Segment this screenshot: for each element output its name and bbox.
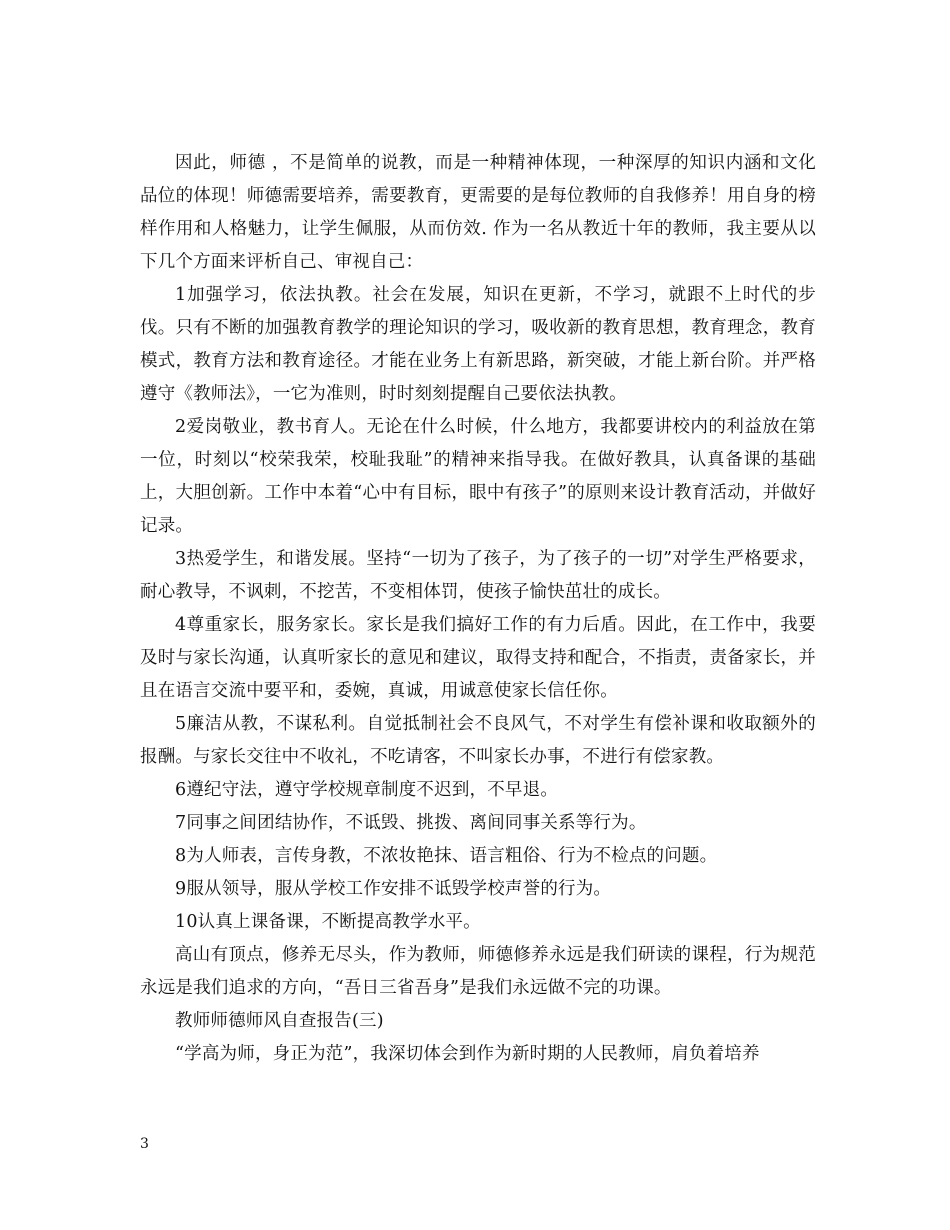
paragraph-section-start: “学高为师，身正为范”，我深切体会到作为新时期的人民教师，肩负着培养 xyxy=(175,1044,760,1064)
paragraph-point-1: 1加强学习，依法执教。社会在发展，知识在更新，不学习，就跟不上时代的步伐。只有不断的加强教育教学的理论知识的学习，吸收新的教育思想，教育理念，教育模式，教育方法和教育途径。才能在业务上有新思路，新突破，才能上新台阶。并严格遵守《教师法》，一它为准则，时时刻刻提醒自己要依法执教。 xyxy=(140,285,816,404)
paragraph-point-7: 7同事之间团结协作，不诋毁、挑拨、离间同事关系等行为。 xyxy=(175,813,647,833)
paragraph-conclusion: 高山有顶点，修养无尽头，作为教师，师德修养永远是我们研读的课程，行为规范永远是我们追求的方向，“吾日三省吾身”是我们永远做不完的功课。 xyxy=(140,945,816,998)
paragraph-point-2: 2爱岗敬业，教书育人。无论在什么时候，什么地方，我都要讲校内的利益放在第一位，时刻以“校荣我荣，校耻我耻”的精神来指导我。在做好教具，认真备课的基础上，大胆创新。工作中本着“心中有目标，眼中有孩子”的原则来设计教育活动，并做好记录。 xyxy=(140,417,816,536)
paragraph-point-6: 6遵纪守法，遵守学校规章制度不迟到，不早退。 xyxy=(175,780,559,800)
paragraph-intro: 因此，师德 ，不是简单的说教，而是一种精神体现，一种深厚的知识内涵和文化品位的体现！师德需要培养，需要教育，更需要的是每位教师的自我修养！用自身的榜样作用和人格魅力，让学生佩服，从而仿效. 作为一名从教近十年的教师，我主要从以下几个方面来评析自己、审视自己： xyxy=(140,153,816,272)
section-heading: 教师师德师风自查报告(三) xyxy=(175,1011,384,1031)
paragraph-point-8: 8为人师表，言传身教，不浓妆艳抹、语言粗俗、行为不检点的问题。 xyxy=(175,846,718,866)
document-body xyxy=(140,147,816,1071)
page-number: 3 xyxy=(140,1136,149,1152)
paragraph-point-9: 9服从领导，服从学校工作安排不诋毁学校声誉的行为。 xyxy=(175,879,612,899)
paragraph-point-5: 5廉洁从教，不谋私利。自觉抵制社会不良风气，不对学生有偿补课和收取额外的报酬。与家长交往中不收礼，不吃请客，不叫家长办事，不进行有偿家教。 xyxy=(140,714,816,767)
paragraph-point-10: 10认真上课备课，不断提高教学水平。 xyxy=(175,912,481,932)
paragraph-point-3: 3热爱学生，和谐发展。坚持“一切为了孩子，为了孩子的一切”对学生严格要求，耐心教导，不讽刺，不挖苦，不变相体罚，使孩子愉快茁壮的成长。 xyxy=(140,549,816,602)
paragraph-point-4: 4尊重家长，服务家长。家长是我们搞好工作的有力后盾。因此，在工作中，我要及时与家长沟通，认真听家长的意见和建议，取得支持和配合，不指责，责备家长，并且在语言交流中要平和，委婉，真诚，用诚意使家长信任你。 xyxy=(140,615,816,701)
